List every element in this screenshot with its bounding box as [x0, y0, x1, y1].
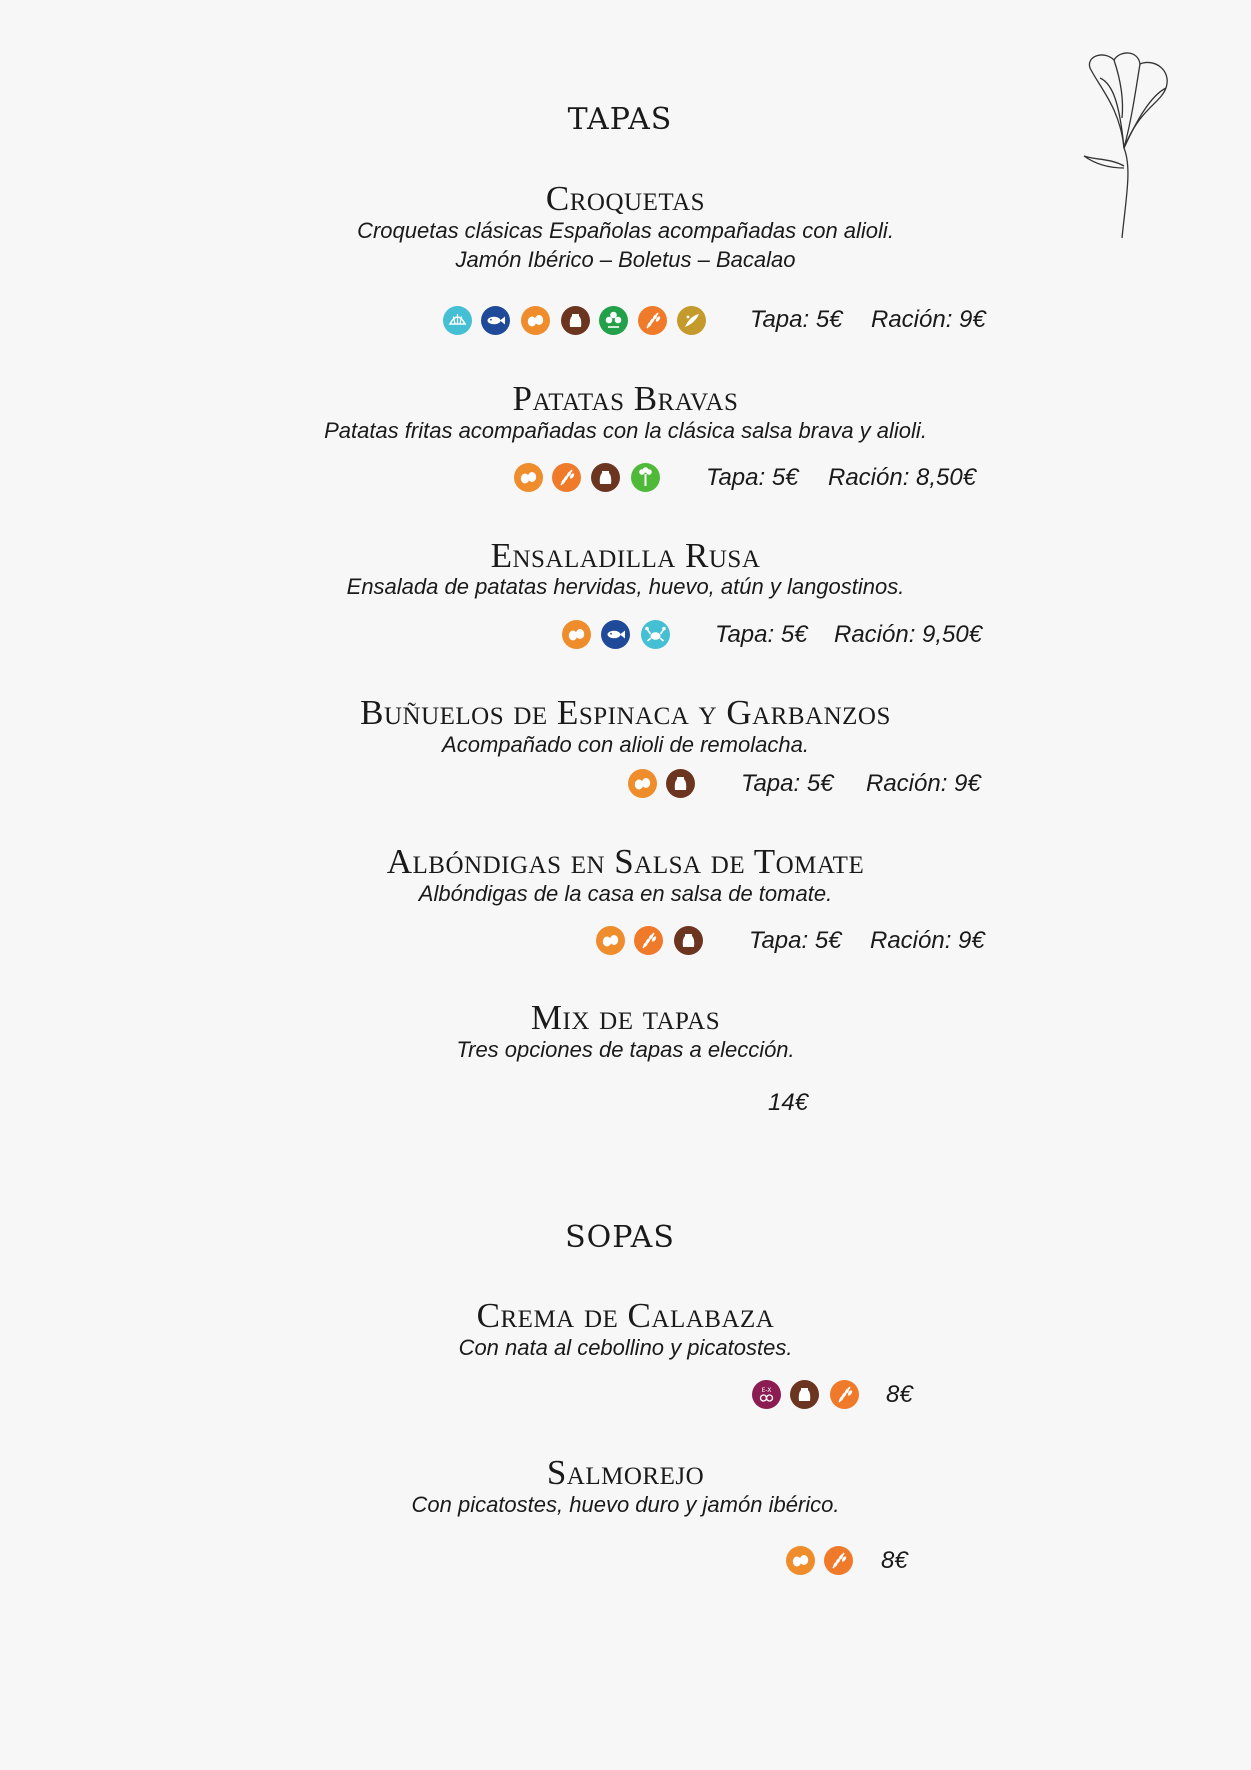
- price-racion: Ración: 9€: [866, 770, 981, 797]
- price-racion: Ración: 8,50€: [828, 464, 977, 491]
- sesame-icon: [677, 306, 706, 335]
- price-tapa: Tapa: 5€: [706, 464, 799, 491]
- egg-icon: [521, 306, 550, 335]
- fish-icon: [601, 620, 630, 649]
- vegetable-icon: [631, 463, 660, 492]
- price-mix: 14€: [768, 1089, 809, 1116]
- dish-description-salmorejo: Con picatostes, huevo duro y jamón ibérico.: [411, 1492, 840, 1517]
- egg-icon: [596, 926, 625, 955]
- svg-text:E-X: E-X: [761, 1387, 772, 1394]
- egg-icon: [514, 463, 543, 492]
- egg-icon: [562, 620, 591, 649]
- dish-name-albondigas: Albóndigas en Salsa de Tomate: [386, 842, 865, 881]
- milk-icon: [666, 769, 695, 798]
- milk-icon: [790, 1380, 819, 1409]
- dish-name-salmorejo: Salmorejo: [546, 1453, 705, 1492]
- crustacean-icon: [641, 620, 670, 649]
- milk-icon: [674, 926, 703, 955]
- price-salmorejo: 8€: [881, 1547, 908, 1574]
- price-crema-de-calabaza: 8€: [886, 1381, 913, 1408]
- dish-description-patatas-bravas: Patatas fritas acompañadas con la clásica salsa brava y alioli.: [324, 418, 927, 443]
- price-tapa: Tapa: 5€: [741, 770, 834, 797]
- dish-description-albondigas: Albóndigas de la casa en salsa de tomate.: [418, 881, 833, 906]
- dish-description-ensaladilla-rusa: Ensalada de patatas hervidas, huevo, atún y langostinos.: [346, 574, 905, 599]
- gluten-icon: [830, 1380, 859, 1409]
- fish-icon: [481, 306, 510, 335]
- dish-description-croquetas-line-2: Jamón Ibérico – Boletus – Bacalao: [455, 247, 796, 272]
- price-racion: Ración: 9€: [870, 927, 985, 954]
- shell-icon: [443, 306, 472, 335]
- price-tapa: Tapa: 5€: [750, 306, 843, 333]
- dish-name-croquetas: Croquetas: [545, 179, 706, 218]
- gluten-icon: [634, 926, 663, 955]
- price-tapa: Tapa: 5€: [749, 927, 842, 954]
- dish-description-crema-de-calabaza: Con nata al cebollino y picatostes.: [458, 1335, 793, 1360]
- dish-name-crema-de-calabaza: Crema de Calabaza: [476, 1296, 775, 1335]
- price-racion: Ración: 9€: [871, 306, 986, 333]
- price-tapa: Tapa: 5€: [715, 621, 808, 648]
- sulphites-icon: [752, 1380, 781, 1409]
- section-title-sopas: SOPAS: [565, 1220, 675, 1255]
- dish-description-bunuelos: Acompañado con alioli de remolacha.: [442, 732, 809, 757]
- gluten-icon: [824, 1546, 853, 1575]
- price-racion: Ración: 9,50€: [834, 621, 983, 648]
- section-title-tapas: TAPAS: [567, 102, 673, 137]
- milk-icon: [591, 463, 620, 492]
- dish-name-patatas-bravas: Patatas Bravas: [512, 379, 739, 418]
- egg-icon: [628, 769, 657, 798]
- egg-icon: [786, 1546, 815, 1575]
- milk-icon: [561, 306, 590, 335]
- dish-description-mix-de-tapas: Tres opciones de tapas a elección.: [456, 1037, 795, 1062]
- celery-icon: [599, 306, 628, 335]
- dish-name-bunuelos: Buñuelos de Espinaca y Garbanzos: [360, 693, 891, 732]
- dish-name-mix-de-tapas: Mix de tapas: [530, 998, 721, 1037]
- dish-description-croquetas-line-1: Croquetas clásicas Españolas acompañadas con alioli.: [357, 218, 894, 243]
- dish-name-ensaladilla-rusa: Ensaladilla Rusa: [490, 536, 761, 575]
- gluten-icon: [552, 463, 581, 492]
- gluten-icon: [638, 306, 667, 335]
